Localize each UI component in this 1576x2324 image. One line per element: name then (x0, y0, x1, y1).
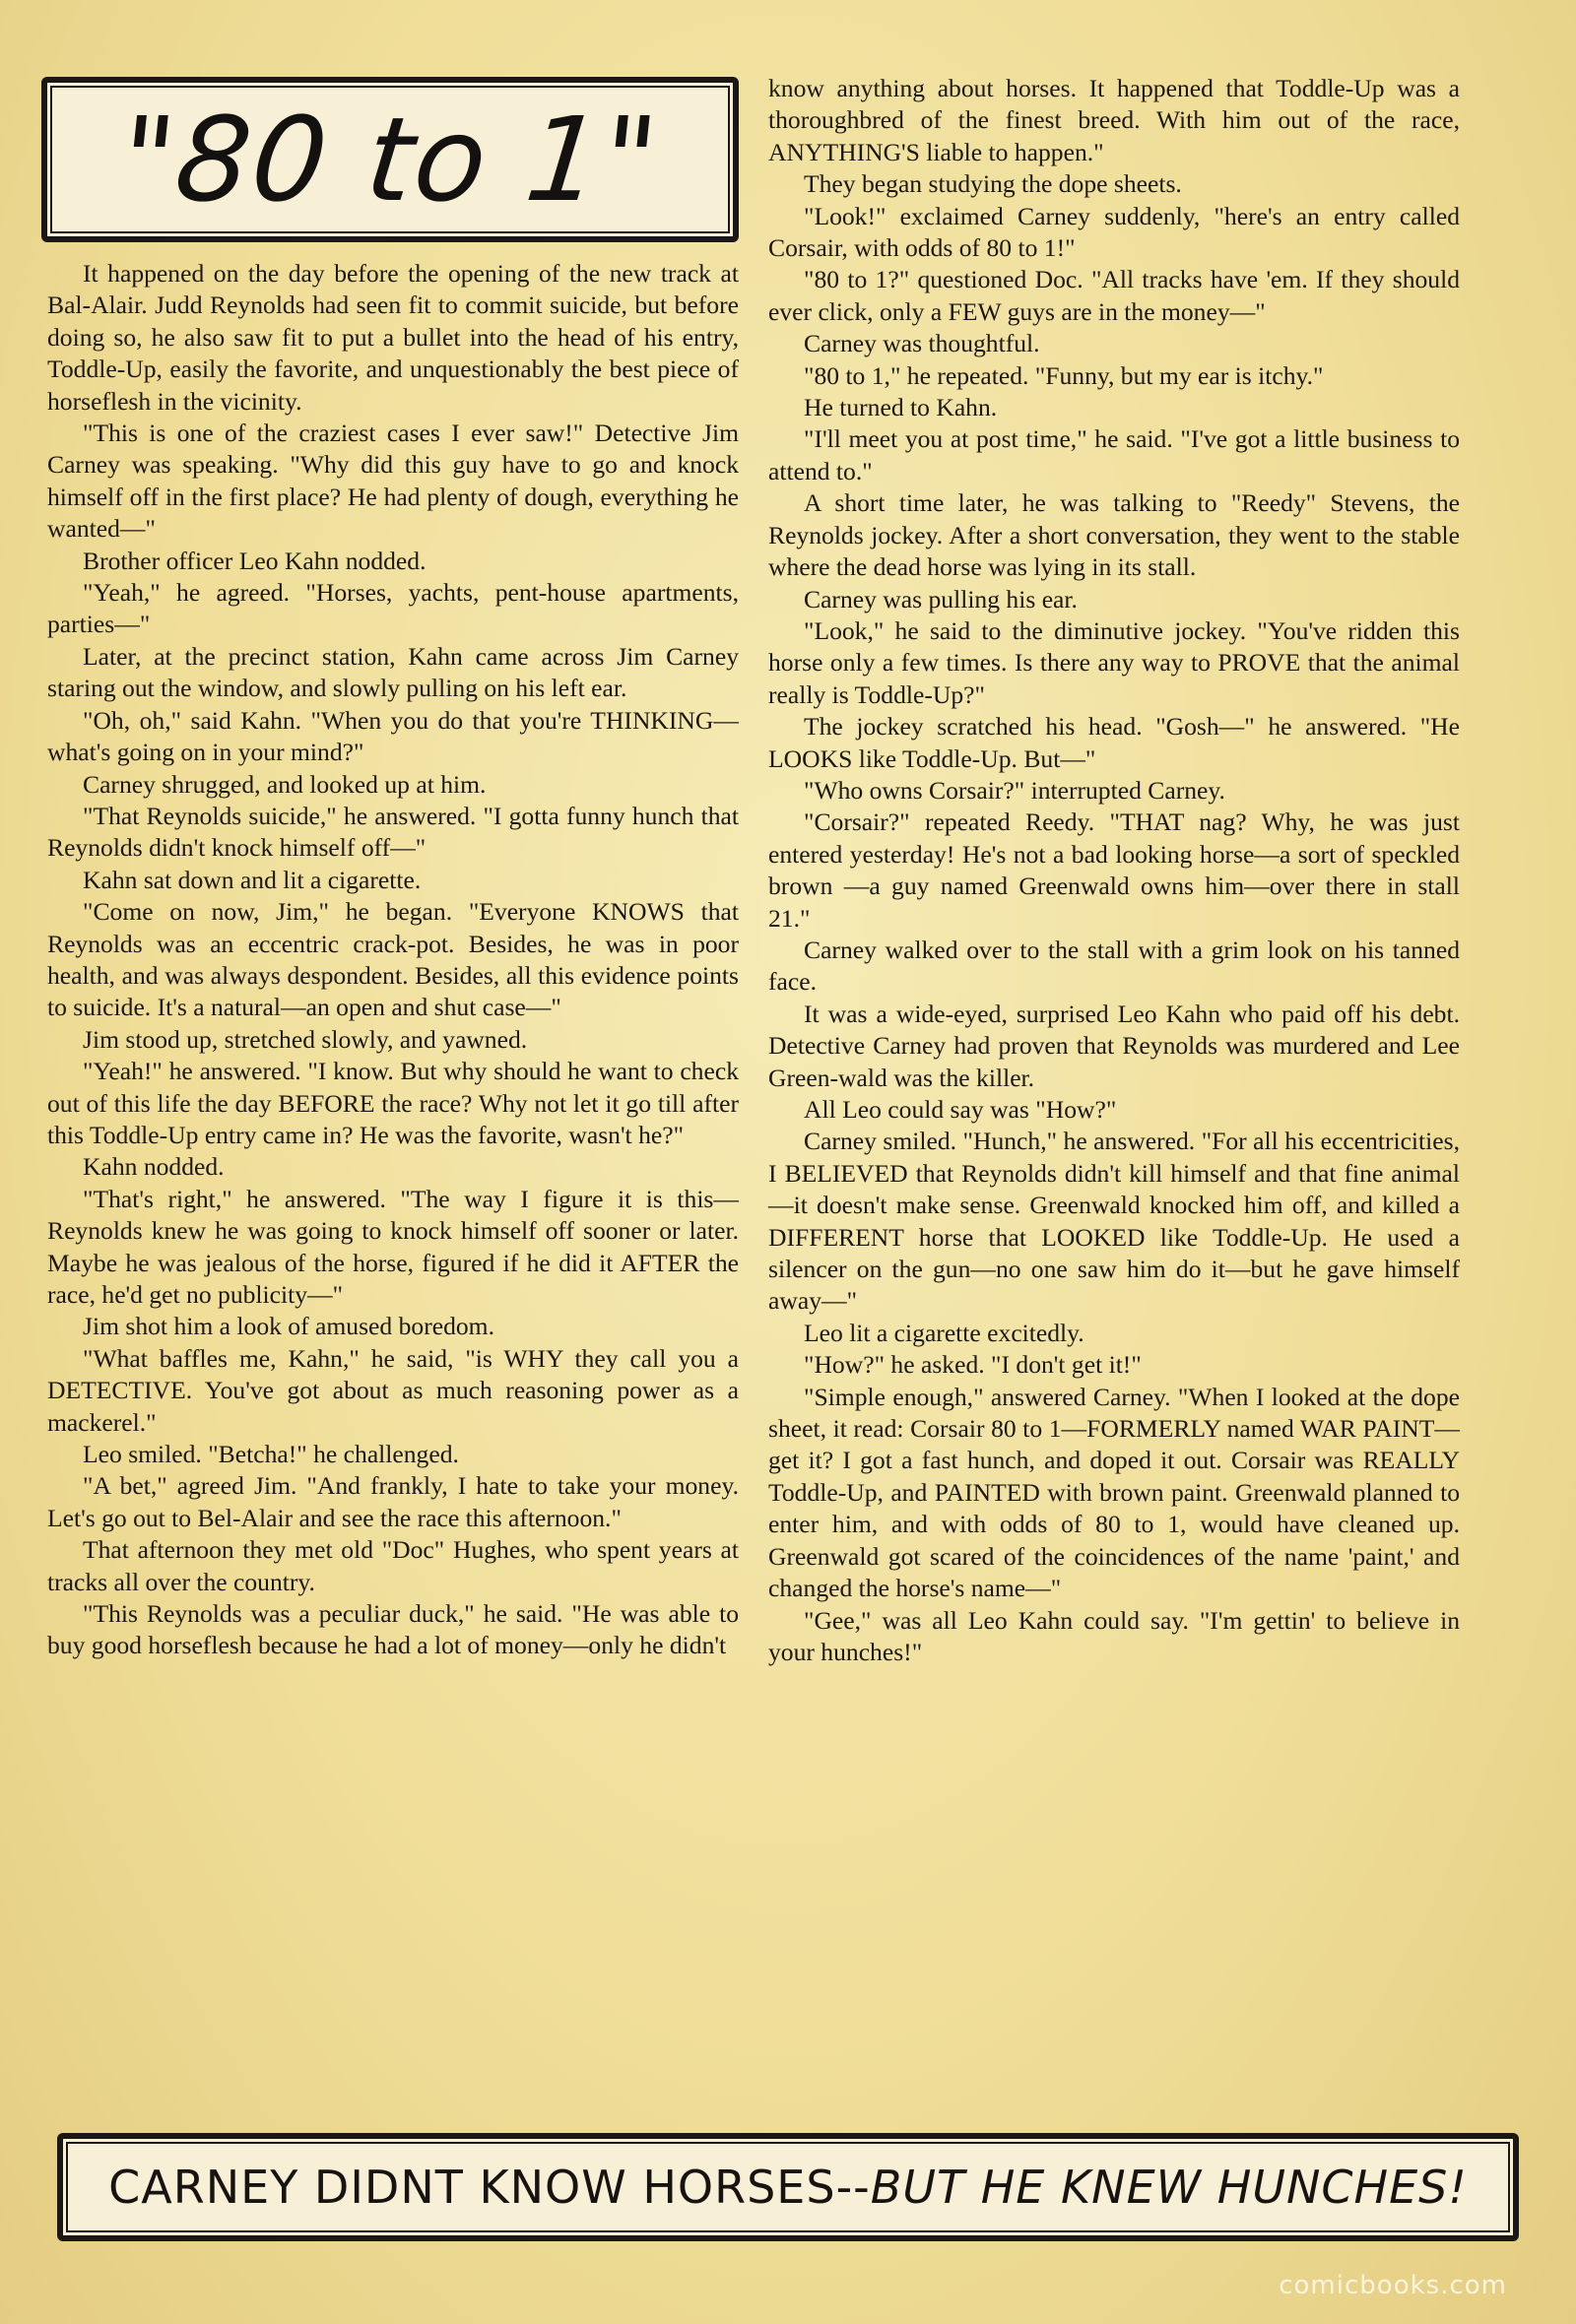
paragraph: That afternoon they met old "Doc" Hughes, who spent years at tracks all over the country. (47, 1535, 739, 1596)
paragraph: Leo lit a cigarette excitedly. (804, 1318, 1084, 1347)
paragraph: "Gee," was all Leo Kahn could say. "I'm gettin' to believe in your hunches!" (768, 1605, 1460, 1666)
paragraph: "Yeah!" he answered. "I know. But why should he want to check out of this life the day BEFORE the race? Why not let it go till after this Toddle-Up entry came in? He was the favorite, wasn't he?" (47, 1057, 739, 1149)
paragraph: Carney was thoughtful. (804, 329, 1040, 358)
paragraph: All Leo could say was "How?" (804, 1095, 1117, 1124)
paragraph: "This is one of the craziest cases I ever saw!" Detective Jim Carney was speaking. "Why did this guy have to go and knock himself off in the first place? He had plenty of dough, everything he wanted—" (47, 419, 739, 544)
paragraph: A short time later, he was talking to "Reedy" Stevens, the Reynolds jockey. After a short conversation, they went to the stable where the dead horse was lying in its stall. (768, 488, 1460, 582)
footer-caption-part1: CARNEY DIDNT KNOW HORSES-- (108, 2161, 871, 2214)
paragraph: "80 to 1?" questioned Doc. "All tracks have 'em. If they should ever click, only a FEW guys are in the money—" (768, 265, 1460, 326)
paragraph: "Who owns Corsair?" interrupted Carney. (804, 775, 1225, 805)
right-text-column (768, 73, 1460, 1668)
paragraph: He turned to Kahn. (804, 393, 998, 422)
paragraph: "This Reynolds was a peculiar duck," he said. "He was able to buy good horseflesh because he had a lot of money—only he didn't (47, 1599, 739, 1660)
paragraph: "Look!" exclaimed Carney suddenly, "here's an entry called Corsair, with odds of 80 to 1!" (768, 201, 1460, 263)
paragraph: "What baffles me, Kahn," he said, "is WHY they call you a DETECTIVE. You've got about as much reasoning power as a mackerel." (47, 1343, 739, 1437)
paragraph: Brother officer Leo Kahn nodded. (83, 546, 427, 575)
paragraph: Carney smiled. "Hunch," he answered. "For all his eccentricities, I BELIEVED that Reynolds didn't kill himself and that fine animal—it doesn't make sense. Greenwald knocked him off, and killed a DIFFERENT horse that LOOKED like Toddle-Up. He used a silencer on the gun—no one saw him do it—but he gave himself away—" (768, 1127, 1460, 1316)
paragraph: Kahn sat down and lit a cigarette. (83, 865, 422, 894)
left-text-column (47, 258, 739, 1662)
paragraph: Carney was pulling his ear. (804, 584, 1078, 613)
paragraph: Carney walked over to the stall with a grim look on his tanned face. (768, 935, 1460, 997)
paragraph: "Yeah," he agreed. "Horses, yachts, pent-house apartments, parties—" (47, 578, 739, 639)
paragraph: "Corsair?" repeated Reedy. "THAT nag? Why, he was just entered yesterday! He's not a bad looking horse—a sort of speckled brown —a guy named Greenwald owns him—over there in stall 21." (768, 807, 1460, 933)
footer-caption-panel (57, 2133, 1519, 2241)
paragraph: They began studying the dope sheets. (804, 169, 1182, 199)
paragraph: "Simple enough," answered Carney. "When I looked at the dope sheet, it read: Corsair 80 to 1—FORMERLY named WAR PAINT—get it? I got a fast hunch, and doped it out. Corsair was REALLY Toddle-Up, and PAINTED with brown paint. Greenwald planned to enter him, and with odds of 80 to 1, would have cleaned up. Greenwald got scared of the coincidences of the name 'paint,' and changed the horse's name—" (768, 1382, 1460, 1603)
footer-caption-part2: BUT HE KNEW HUNCHES! (870, 2161, 1468, 2214)
footer-caption (108, 2161, 1468, 2214)
paragraph: Carney shrugged, and looked up at him. (83, 769, 487, 799)
paragraph: Kahn nodded. (83, 1152, 225, 1182)
paragraph: "How?" he asked. "I don't get it!" (804, 1350, 1142, 1380)
paragraph: "80 to 1," he repeated. "Funny, but my ear is itchy." (804, 360, 1324, 390)
story-title: "80 to 1" (114, 92, 666, 227)
paragraph: "That's right," he answered. "The way I figure it is this—Reynolds knew he was going to knock himself off sooner or later. Maybe he was jealous of the horse, figured if he did it AFTER the race, he'd get no publicity—" (47, 1184, 739, 1309)
paragraph: know anything about horses. It happened that Toddle-Up was a thoroughbred of the finest breed. With him out of the race, ANYTHING'S liable to happen." (768, 74, 1460, 166)
paragraph: "Look," he said to the diminutive jockey. "You've ridden this horse only a few times. Is there any way to PROVE that the animal really is Toddle-Up?" (768, 615, 1460, 709)
paragraph: It was a wide-eyed, surprised Leo Kahn who paid off his debt. Detective Carney had proven that Reynolds was murdered and Lee Green-wald was the killer. (768, 999, 1460, 1092)
paragraph: Jim stood up, stretched slowly, and yawned. (83, 1024, 528, 1054)
paragraph: "Oh, oh," said Kahn. "When you do that you're THINKING—what's going on in your mind?" (47, 705, 739, 767)
story-title-panel (41, 77, 739, 242)
paragraph: "A bet," agreed Jim. "And frankly, I hate to take your money. Let's go out to Bel-Alair and see the race this afternoon." (47, 1471, 739, 1532)
paragraph: "I'll meet you at post time," he said. "I've got a little business to attend to." (768, 424, 1460, 485)
paragraph: Leo smiled. "Betcha!" he challenged. (83, 1440, 459, 1469)
site-watermark: comicbooks.com (1279, 2271, 1507, 2300)
paragraph: The jockey scratched his head. "Gosh—" he answered. "He LOOKS like Toddle-Up. But—" (768, 712, 1460, 773)
paragraph: It happened on the day before the opening of the new track at Bal-Alair. Judd Reynolds had seen fit to commit suicide, but before doing so, he also saw fit to put a bullet into the head of his entry, Toddle-Up, easily the favorite, and unquestionably the best piece of horseflesh in the vicinity. (47, 259, 739, 416)
paragraph: Later, at the precinct station, Kahn came across Jim Carney staring out the window, and slowly pulling on his left ear. (47, 641, 739, 703)
paragraph: "That Reynolds suicide," he answered. "I gotta funny hunch that Reynolds didn't knock himself off—" (47, 801, 739, 863)
paragraph: Jim shot him a look of amused boredom. (83, 1312, 494, 1341)
paragraph: "Come on now, Jim," he began. "Everyone KNOWS that Reynolds was an eccentric crack-pot. Besides, he was in poor health, and was always despondent. Besides, all this evidence points to suicide. It's a natural—an open and shut case—" (47, 897, 739, 1022)
